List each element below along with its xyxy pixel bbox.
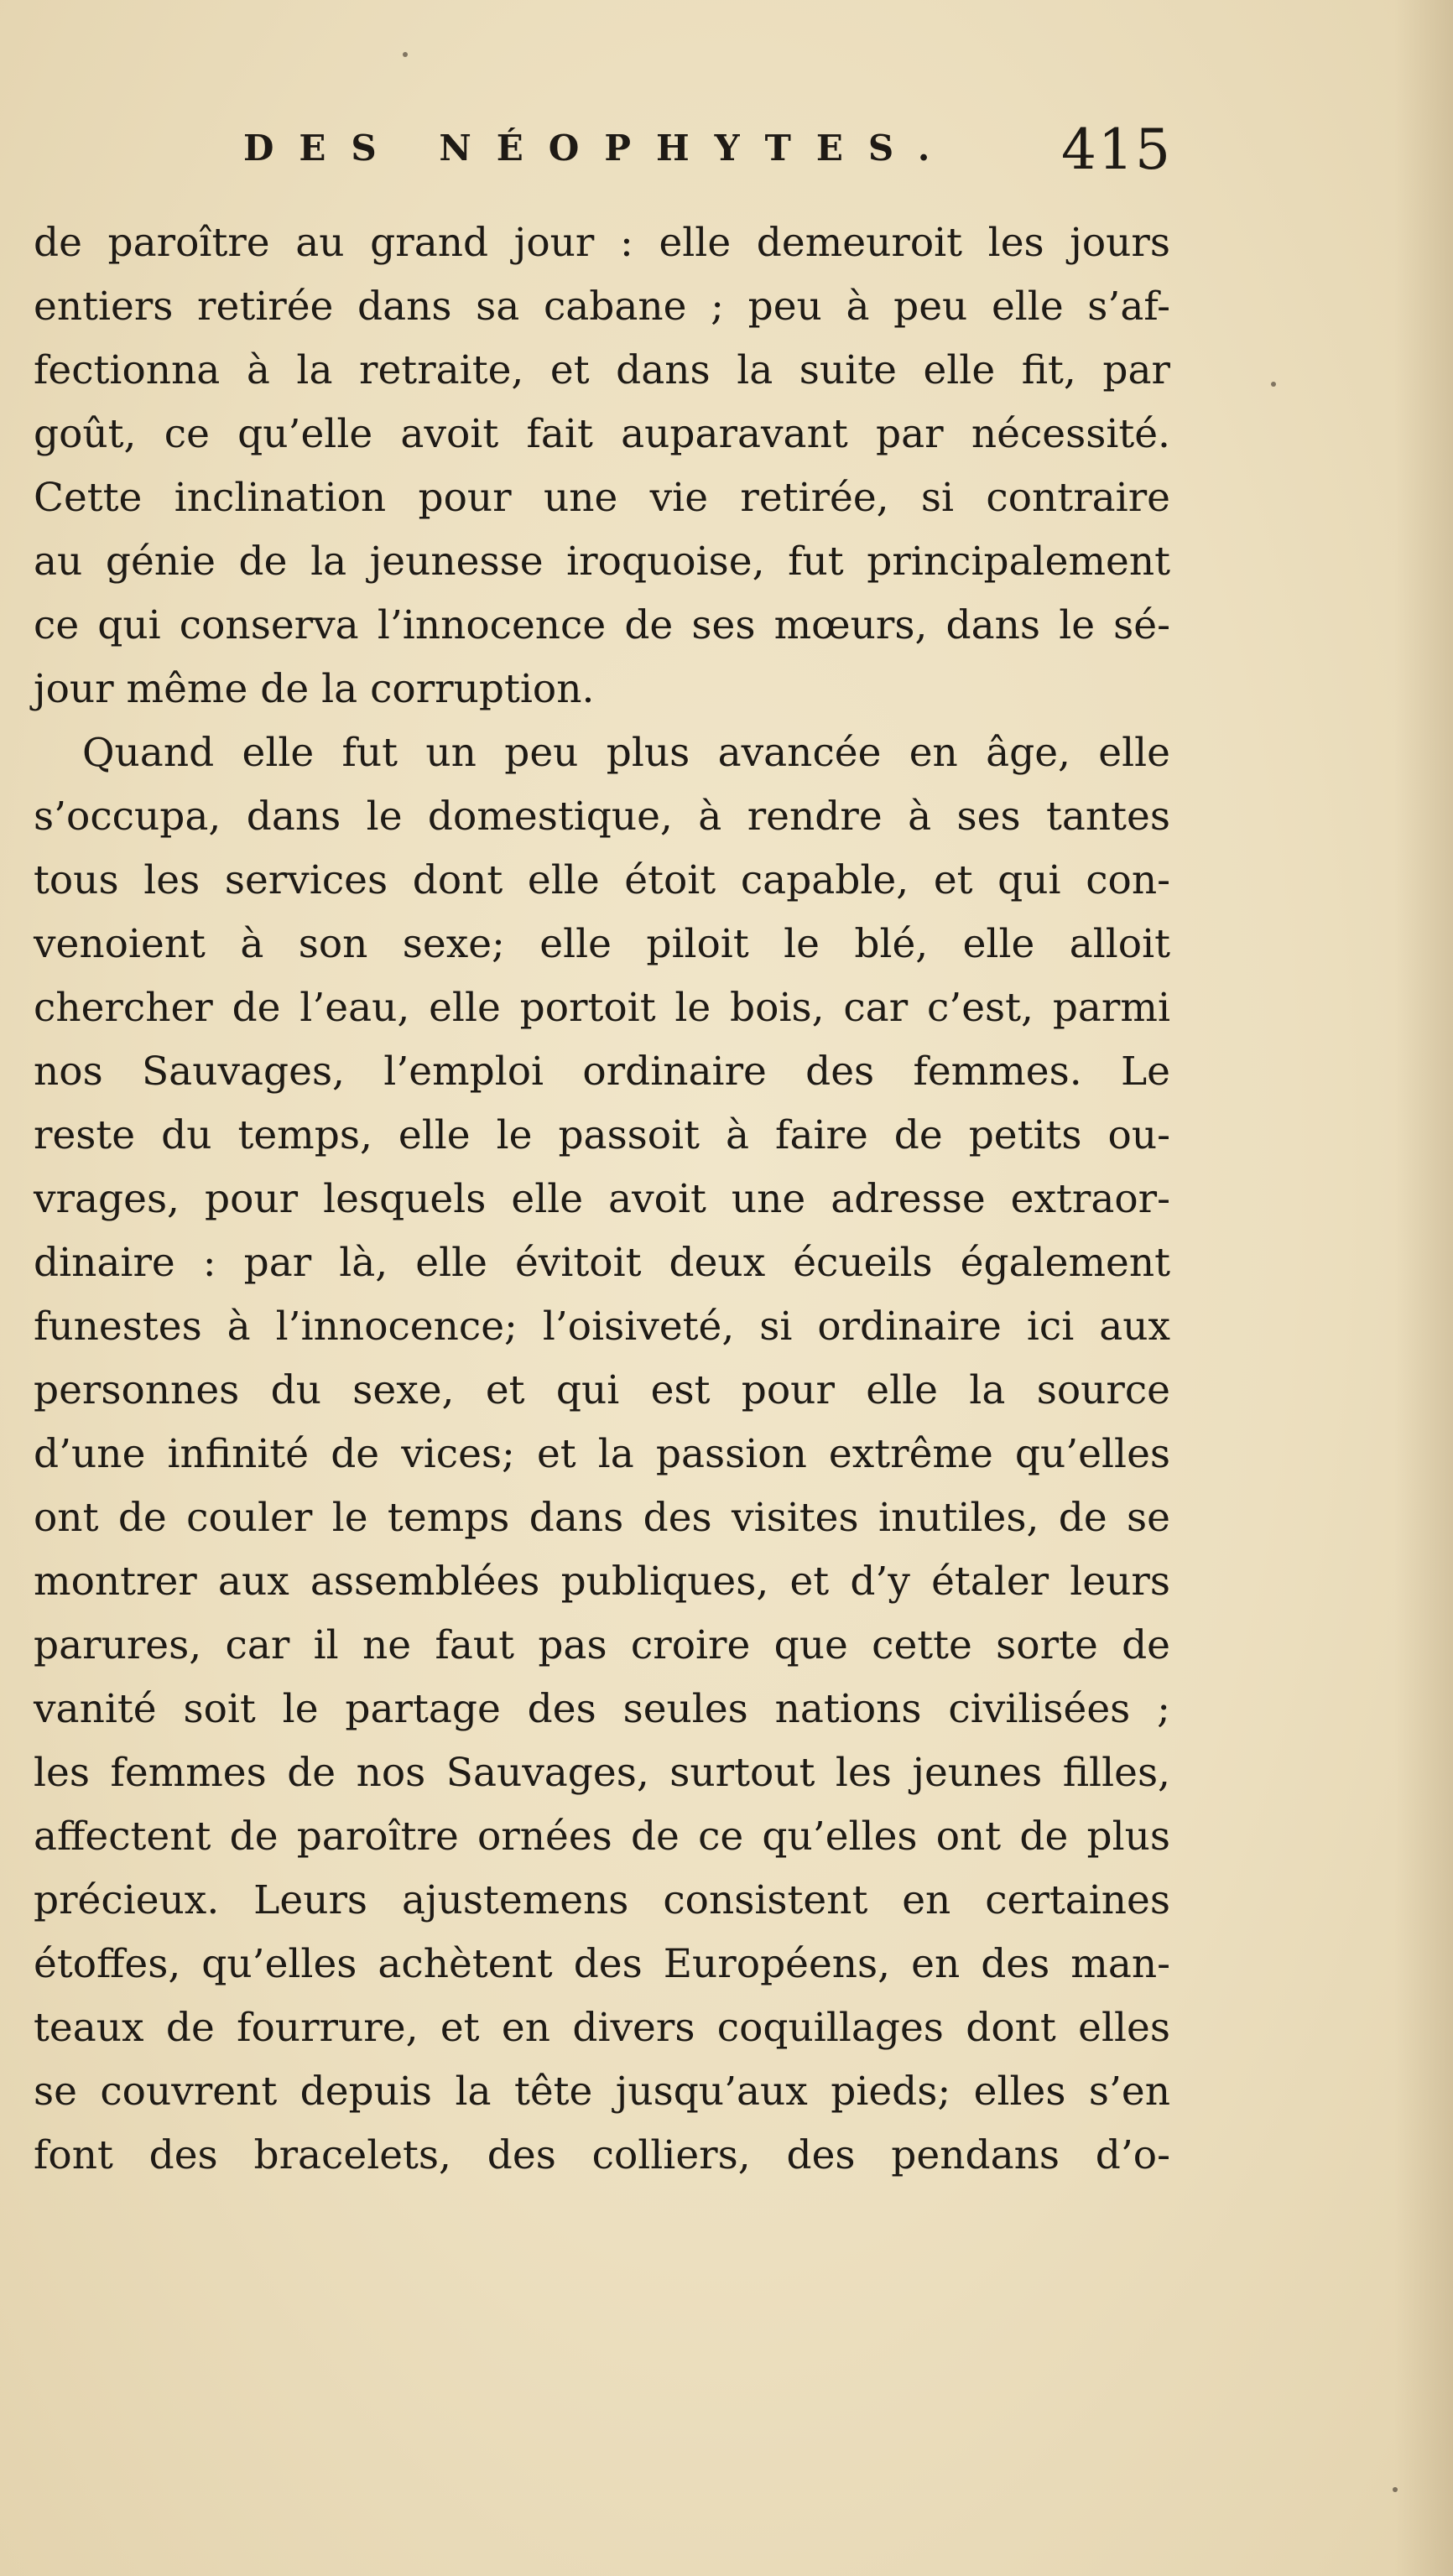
page-edge-shadow [1394,0,1453,2576]
paper-speck [1393,2487,1398,2492]
paragraph-start-line: Quand elle fut un peu plus avancée en âge, elle [82,730,1170,776]
paper-speck [403,52,408,57]
page-header [0,117,1453,185]
text-line: venoient à son sexe; elle piloit le blé, elle alloit [34,921,1170,967]
text-line: fectionna à la retraite, et dans la suite elle fit, par [34,347,1170,393]
text-line: font des bracelets, des colliers, des pendans d’o- [34,2132,1170,2178]
text-line: parures, car il ne faut pas croire que cette sorte de [34,1622,1170,1668]
page-number: 415 [1061,117,1172,182]
text-line: se couvrent depuis la tête jusqu’aux pieds; elles s’en [34,2069,1170,2115]
text-line: ce qui conserva l’innocence de ses mœurs, dans le sé- [34,602,1170,648]
text-line: chercher de l’eau, elle portoit le bois, car c’est, parmi [34,985,1170,1031]
text-line: les femmes de nos Sauvages, surtout les jeunes filles, [34,1750,1170,1796]
text-line: ont de couler le temps dans des visites inutiles, de se [34,1495,1170,1541]
text-line: au génie de la jeunesse iroquoise, fut principalement [34,539,1170,585]
running-head: DES NÉOPHYTES. [243,127,956,169]
text-line: dinaire : par là, elle évitoit deux écueils également [34,1240,1170,1286]
text-line: de paroître au grand jour : elle demeuroit les jours [34,220,1170,266]
text-line: s’occupa, dans le domestique, à rendre à ses tantes [34,794,1170,840]
text-line: goût, ce qu’elle avoit fait auparavant par nécessité. [34,411,1170,457]
text-line: vrages, pour lesquels elle avoit une adresse extraor- [34,1176,1170,1222]
text-line: nos Sauvages, l’emploi ordinaire des femmes. Le [34,1049,1170,1095]
text-line: Cette inclination pour une vie retirée, si contraire [34,475,1170,521]
text-line: étoffes, qu’elles achètent des Européens, en des man- [34,1941,1170,1987]
text-line: entiers retirée dans sa cabane ; peu à peu elle s’af- [34,284,1170,330]
paragraph-end-line: jour même de la corruption. [34,666,595,712]
text-line: montrer aux assemblées publiques, et d’y étaler leurs [34,1559,1170,1605]
text-line: d’une infinité de vices; et la passion extrême qu’elles [34,1431,1170,1477]
text-line: teaux de fourrure, et en divers coquillages dont elles [34,2005,1170,2051]
paper-speck [1271,382,1276,387]
text-line: personnes du sexe, et qui est pour elle la source [34,1367,1170,1413]
text-line: tous les services dont elle étoit capable, et qui con- [34,857,1170,903]
body-text [34,211,1170,2188]
text-line: funestes à l’innocence; l’oisiveté, si ordinaire ici aux [34,1304,1170,1350]
text-line: reste du temps, elle le passoit à faire de petits ou- [34,1112,1170,1158]
text-line: vanité soit le partage des seules nations civilisées ; [34,1686,1170,1732]
text-line: affectent de paroître ornées de ce qu’elles ont de plus [34,1814,1170,1860]
text-line: précieux. Leurs ajustemens consistent en certaines [34,1877,1170,1923]
